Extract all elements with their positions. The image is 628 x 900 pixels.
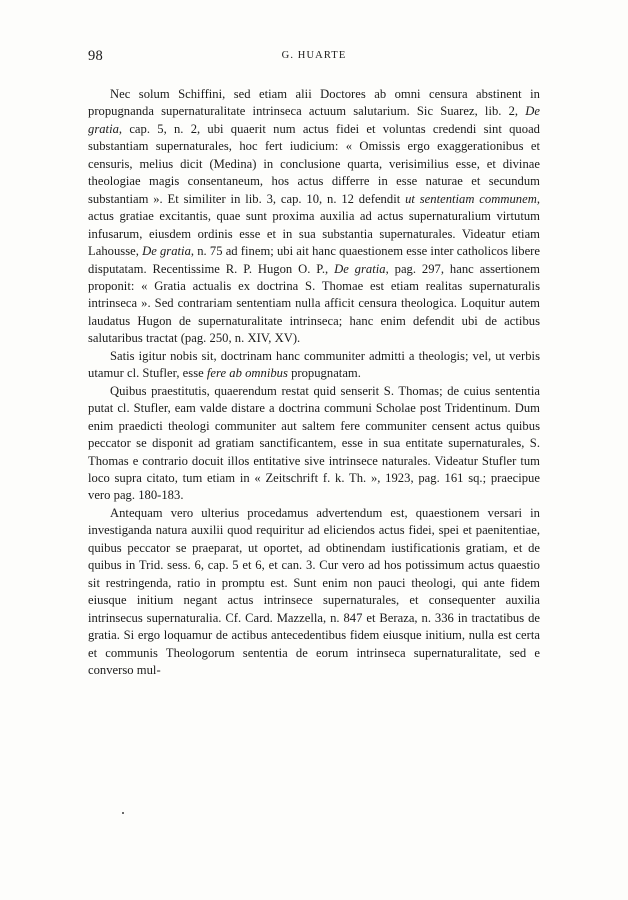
paragraph-1: Nec solum Schiffini, sed etiam alii Doctores ab omni censura abstinent in propugnanda supernaturalitate intrinseca actuum salutarium. Sic Suarez, lib. 2, De gratia, cap. 5, n. 2, ubi quaerit num actus fidei et voluntas credendi sint quoad substantiam supernaturales, hoc fert iudicium: « Omissis ergo exaggerationibus et censuris, melius dicit (Medina) in conclusione quarta, verisimilius esse, et divinae theologiae magis consentaneum, hos actus differre in esse naturae et secundum substantiam ». Et similiter in lib. 3, cap. 10, n. 12 defendit ut sententiam communem, actus gratiae excitantis, quae sunt proxima auxilia ad actus supernaturalium virtutum infusarum, eiusdem ordinis esse et in sua substantia supernaturales. Videatur etiam Lahousse, De gratia, n. 75 ad finem; ubi ait hanc quaestionem esse inter catholicos libere disputatam. Recentissime R. P. Hugon O. P., De gratia, pag. 297, hanc assertionem proponit: « Gratia actualis ex doctrina S. Thomae est etiam realitas supernaturalis intrinseca ». Sed contrariam sententiam nulla afficit censura theologica. Loquitur autem laudatus Hugon de supernaturalitate intrinseca; hanc enim defendit ubi de actibus salutaribus tractat (pag. 250, n. XIV, XV). [88,87,540,346]
printers-mark [122,812,124,814]
page-header [88,48,540,64]
page-body [88,86,540,679]
paragraph-4: Antequam vero ulterius procedamus advertendum est, quaestionem versari in investiganda natura auxilii quod requiritur ad eliciendos actus fidei, spei et paenitentiae, quibus peccator se praeparat, ut oportet, ad obtinendam iustificationis gratiam, et de quibus in Trid. sess. 6, cap. 5 et 6, et can. 3. Cur vero ad hos potissimum actus quaestio sit restringenda, ratio in promptu est. Sunt enim non pauci theologi, qui ante fidem eiusque initium negant actus intrinsece supernaturales, et consequenter auxilia intrinsecus supernaturalia. Cf. Card. Mazzella, n. 847 et Beraza, n. 336 in tractatibus de gratia. Si ergo loquamur de actibus antecedentibus fidem eiusque initium, nulla est certa et communis Theologorum sententia de eorum intrinseca supernaturalitate, sed e converso mul- [88,505,540,677]
page-number: 98 [88,48,103,64]
paragraph-2: Satis igitur nobis sit, doctrinam hanc communiter admitti a theologis; vel, ut verbis utamur cl. Stufler, esse fere ab omnibus propugnatam. [88,348,540,381]
paragraph-3: Quibus praestitutis, quaerendum restat quid senserit S. Thomas; de cuius sententia putat cl. Stufler, eam valde distare a doctrina communi Scholae post Tridentinum. Dum enim praedicti theologi communiter aut saltem fere communiter censent actus quibus peccator se disponit ad gratiam sanctificantem, esse in sua entitate supernaturales, S. Thomas e contrario docuit illos entitative sive intrinsece naturales. Videatur Stufler tum loco supra citato, tum etiam in « Zeitschrift f. k. Th. », 1923, pag. 161 sq.; praecipue vero pag. 180-183. [88,383,540,503]
running-title: G. HUARTE [281,50,347,61]
